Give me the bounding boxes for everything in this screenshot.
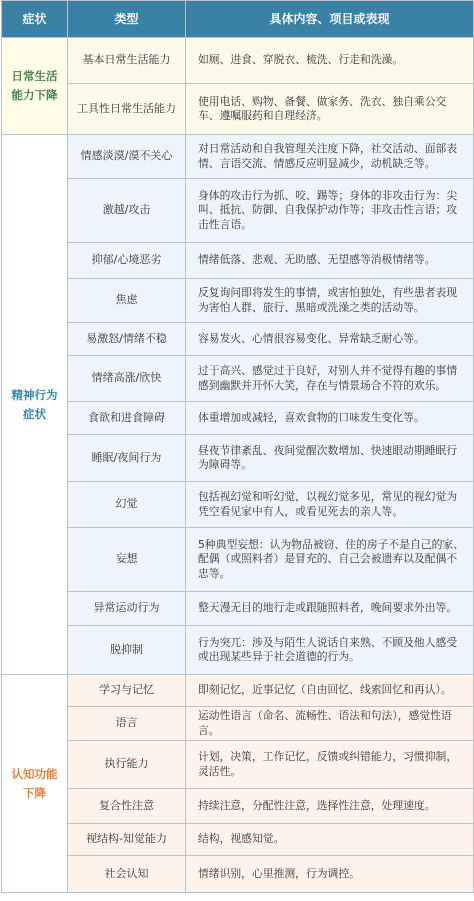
type-cell: 社会认知 <box>68 856 186 893</box>
desc-cell: 即刻记忆，近事记忆（自由回忆、线索回忆和再认）。 <box>186 675 474 707</box>
table-row <box>2 626 474 675</box>
desc-cell: 使用电话、购物、备餐、做家务、洗衣、独自乘公交车、遵嘱服药和自理经济。 <box>186 84 474 135</box>
table-row <box>2 402 474 435</box>
desc-cell: 行为突兀：涉及与陌生人说话自来熟、不顾及他人感受或出现某些异于社会道德的行为。 <box>186 626 474 675</box>
table-row <box>2 323 474 356</box>
type-cell: 情感淡漠/漠不关心 <box>68 135 186 179</box>
type-cell: 幻觉 <box>68 482 186 528</box>
table-row <box>2 675 474 707</box>
type-cell: 工具性日常生活能力 <box>68 84 186 135</box>
category-cell <box>2 135 68 675</box>
type-cell: 激越/攻击 <box>68 179 186 243</box>
type-cell: 复合性注意 <box>68 789 186 824</box>
table-row <box>2 243 474 279</box>
desc-cell: 情绪识别，心里推测，行为调控。 <box>186 856 474 893</box>
table-row <box>2 592 474 626</box>
desc-cell: 身体的攻击行为抓、咬、踢等；身体的非攻击行为：尖叫、抵抗、防御、自我保护动作等；非攻击性言语；攻击性言语。 <box>186 179 474 243</box>
desc-cell: 结构，视感知觉。 <box>186 824 474 856</box>
desc-cell: 运动性语言（命名、流畅性、语法和句法），感觉性语言。 <box>186 707 474 741</box>
type-cell: 脱抑制 <box>68 626 186 675</box>
desc-cell: 整天漫无目的地行走或跟随照料者，晚间要求外出等。 <box>186 592 474 626</box>
table-row <box>2 528 474 592</box>
desc-cell: 体重增加或减轻，喜欢食物的口味发生变化等。 <box>186 402 474 435</box>
type-cell: 执行能力 <box>68 741 186 789</box>
table-row <box>2 179 474 243</box>
table-row <box>2 856 474 893</box>
type-cell: 食欲和进食障碍 <box>68 402 186 435</box>
desc-cell: 对日常活动和自我管理关注度下降，社交活动、面部表情、言语交流、情感反应明显减少，动机缺乏等。 <box>186 135 474 179</box>
header-content: 具体内容、项目或表现 <box>186 1 474 38</box>
category-label: 认知功能下降 <box>11 766 58 800</box>
type-cell: 学习与记忆 <box>68 675 186 707</box>
table-row <box>2 824 474 856</box>
type-cell: 异常运动行为 <box>68 592 186 626</box>
type-cell: 妄想 <box>68 528 186 592</box>
desc-cell: 持续注意，分配性注意，选择性注意，处理速度。 <box>186 789 474 824</box>
category-cell <box>2 675 68 893</box>
table-row <box>2 356 474 402</box>
desc-cell: 昼夜节律紊乱、夜间觉醒次数增加、快速眼动期睡眠行为障碍等。 <box>186 435 474 482</box>
table-row <box>2 279 474 323</box>
header-type: 类型 <box>68 1 186 38</box>
type-cell: 易激怒/情绪不稳 <box>68 323 186 356</box>
desc-cell: 如厕、进食、穿脱衣、梳洗、行走和洗澡。 <box>186 38 474 84</box>
desc-cell: 反复询问即将发生的事情，或害怕独处，有些患者表现为害怕人群、旅行、黑暗或洗澡之类的活动等。 <box>186 279 474 323</box>
type-cell: 焦虑 <box>68 279 186 323</box>
desc-cell: 情绪低落、悲观、无助感、无望感等消极情绪等。 <box>186 243 474 279</box>
table-header-row <box>2 1 474 38</box>
table-row <box>2 741 474 789</box>
desc-cell: 包括视幻觉和听幻觉，以视幻觉多见，常见的视幻觉为凭空看见家中有人，或看见死去的亲人等。 <box>186 482 474 528</box>
category-label: 日常生活能力下降 <box>11 69 58 102</box>
table-row <box>2 84 474 135</box>
type-cell: 语言 <box>68 707 186 741</box>
type-cell: 情绪高涨/欣快 <box>68 356 186 402</box>
type-cell: 抑郁/心境恶劣 <box>68 243 186 279</box>
symptom-table <box>1 0 474 893</box>
header-symptom: 症状 <box>2 1 68 38</box>
desc-cell: 容易发火、心情很容易变化、异常缺乏耐心等。 <box>186 323 474 356</box>
desc-cell: 计划，决策，工作记忆，反馈或纠错能力，习惯抑制，灵活性。 <box>186 741 474 789</box>
category-cell <box>2 38 68 135</box>
type-cell: 视结构-知觉能力 <box>68 824 186 856</box>
table-row <box>2 38 474 84</box>
table-row <box>2 135 474 179</box>
type-cell: 睡眠/夜间行为 <box>68 435 186 482</box>
desc-cell: 过于高兴、感觉过于良好，对别人并不觉得有趣的事情感到幽默并开怀大笑，存在与情景场合不符的欢乐。 <box>186 356 474 402</box>
category-label: 精神行为症状 <box>11 387 58 421</box>
table-row <box>2 707 474 741</box>
type-cell: 基本日常生活能力 <box>68 38 186 84</box>
table-row <box>2 435 474 482</box>
desc-cell: 5种典型妄想：认为物品被窃、住的房子不是自己的家、配偶（或照料者）是冒充的、自己会被遗弃以及配偶不忠等。 <box>186 528 474 592</box>
table-row <box>2 789 474 824</box>
table-row <box>2 482 474 528</box>
